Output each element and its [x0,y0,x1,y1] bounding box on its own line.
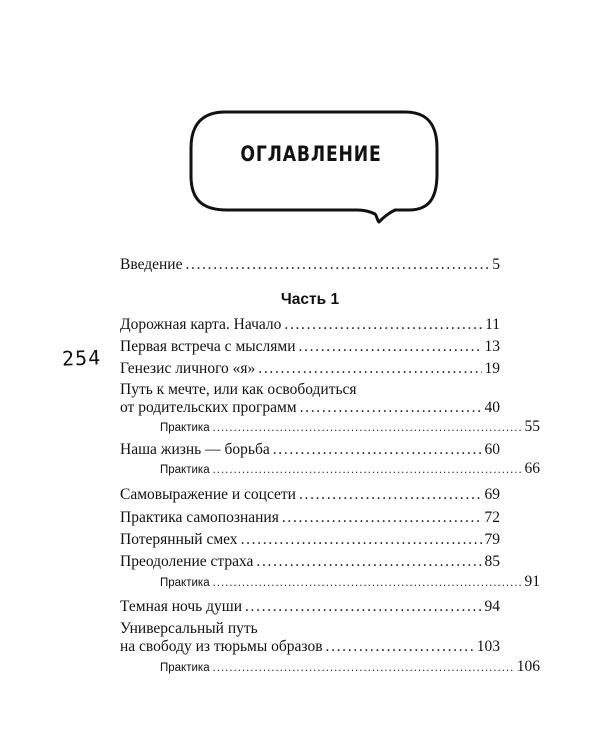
toc-entry-title: Генезис личного «я» [120,360,256,377]
toc-entry-title: Практика [160,662,210,674]
toc-entry[interactable] [120,316,500,334]
toc-entry[interactable] [120,553,500,571]
toc-entry-page: 103 [476,638,500,655]
toc-entry-page: 13 [484,338,500,355]
leader-dots [256,553,481,571]
leader-dots [213,574,522,592]
toc-entry-page: 69 [484,486,500,503]
toc-entry-title: Практика самопознания [120,509,279,526]
toc-entry-page: 11 [485,316,500,333]
toc-entry-page: 55 [524,418,540,435]
title-speech-bubble [185,108,445,228]
toc-entry[interactable] [120,509,500,527]
leader-dots [326,638,474,656]
toc-entry-page: 79 [484,531,500,548]
toc-entry[interactable] [120,620,500,656]
leader-dots [299,338,482,356]
leader-dots [284,316,482,334]
speech-bubble-outline-icon [185,108,445,228]
toc-entry-title: Преодоление страха [120,553,254,570]
toc-entry-page: 19 [484,360,500,377]
toc-entry-title-line1: Путь к мечте, или как освободиться [120,381,357,398]
toc-entry[interactable] [120,531,500,549]
toc-entry-page: 40 [484,399,500,416]
toc-entry-title: Самовыражение и соцсети [120,486,296,503]
toc-entry[interactable] [120,598,500,616]
toc-entry-page: 85 [484,553,500,570]
leader-dots [185,256,489,274]
toc-subentry[interactable] [120,460,540,479]
leader-dots [300,399,482,417]
leader-dots [282,509,482,527]
toc-entry-page: 94 [484,598,500,615]
toc-entry-page: 5 [492,256,500,273]
toc-subentry[interactable] [120,573,540,592]
toc-entry-page: 91 [524,573,540,590]
leader-dots [213,419,522,437]
toc-entry-title: Наша жизнь — борьба [120,441,270,458]
leader-dots [213,461,522,479]
leader-dots [245,598,482,616]
toc-entry[interactable] [120,338,500,356]
toc-entry-page: 60 [484,441,500,458]
toc-entry-title-line1: Универсальный путь [120,620,258,637]
leader-dots [241,531,482,549]
page-number: 254 [61,345,102,371]
toc-entry[interactable] [120,381,500,417]
toc-entry-title: от родительских программ [120,399,297,416]
toc-entry-intro[interactable] [120,256,500,274]
toc-subentry[interactable] [120,658,540,677]
toc-entry-page: 66 [524,460,540,477]
part-heading: Часть 1 [280,291,340,308]
toc-entry-page: 72 [484,509,500,526]
toc-entry-title: Дорожная карта. Начало [120,316,282,333]
toc-entry[interactable] [120,441,500,459]
toc-entry-title: Практика [160,422,210,434]
leader-dots [299,486,482,504]
toc-subentry[interactable] [120,418,540,437]
leader-dots [213,659,514,677]
toc-entry-title: Темная ночь души [120,598,242,615]
toc-entry-title: Введение [120,256,183,273]
toc-entry-title: Практика [160,577,210,589]
toc-entry-title: Первая встреча с мыслями [120,338,296,355]
toc-entry[interactable] [120,486,500,504]
page-title: ОГЛАВЛЕНИЕ [240,142,382,166]
toc-entry-page: 106 [516,658,540,675]
toc-entry-title: на свободу из тюрьмы образов [120,638,323,655]
leader-dots [273,441,482,459]
toc-entry[interactable] [120,360,500,378]
toc-entry-title: Потерянный смех [120,531,238,548]
toc-entry-title: Практика [160,464,210,476]
leader-dots [258,360,481,378]
